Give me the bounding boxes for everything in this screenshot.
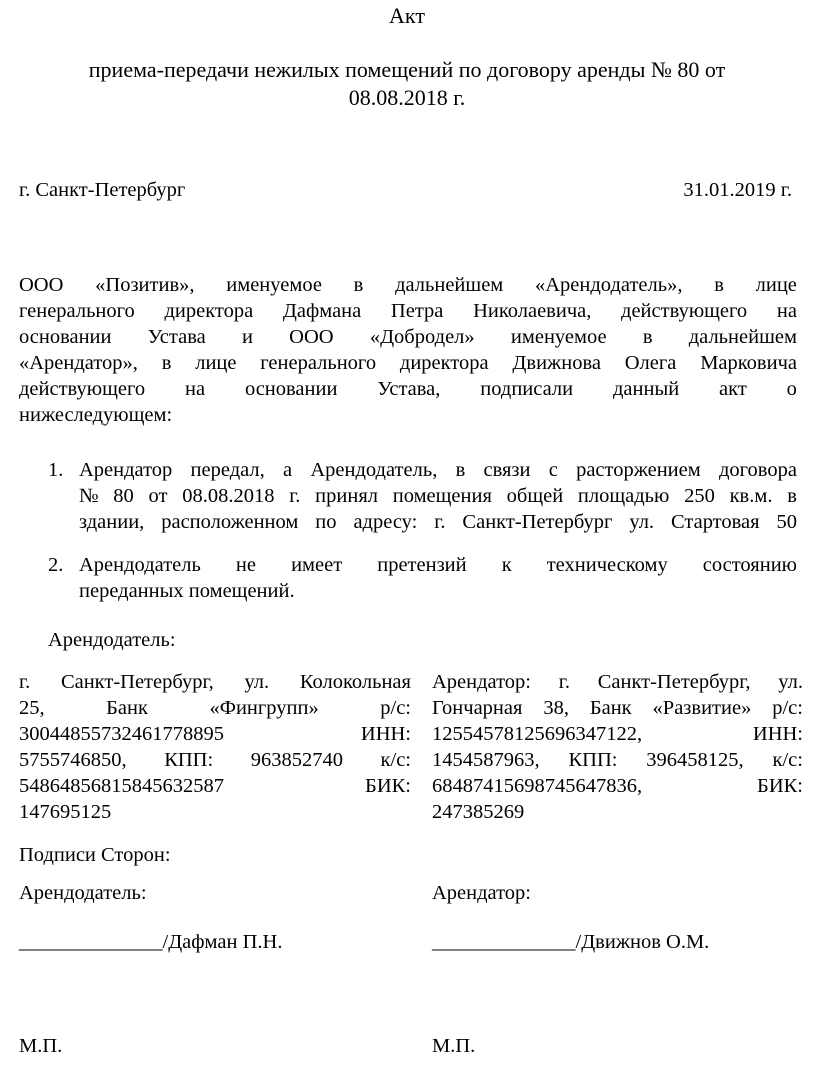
stamp-right: М.П.: [432, 1035, 476, 1057]
intro-line: нижеследующем:: [19, 404, 173, 426]
word: «Арендодатель»,: [535, 274, 683, 296]
word: принял: [315, 485, 378, 507]
word: основании: [244, 378, 338, 400]
word: Санкт-Петербург,: [597, 671, 751, 693]
word: ИНН:: [752, 723, 803, 745]
word: акт: [719, 378, 747, 400]
word: КПП:: [164, 749, 214, 771]
word: имеет: [291, 554, 343, 576]
word: именуемое: [226, 274, 322, 296]
word: в: [455, 459, 466, 481]
word: г.: [19, 671, 31, 693]
lessor-signature-line: ______________/Дафман П.Н.: [19, 931, 283, 953]
word: 250: [684, 485, 715, 507]
word: связи: [483, 459, 531, 481]
word: 963852740: [250, 749, 343, 771]
word: адресу:: [353, 511, 418, 533]
item-line: переданных помещений.: [79, 580, 295, 602]
word: ООО: [19, 274, 64, 296]
word: кв.м.: [729, 485, 773, 507]
intro-line: [19, 272, 797, 298]
word: лице: [195, 352, 237, 374]
word: Колокольная: [299, 671, 411, 693]
word: 38,: [543, 697, 569, 719]
word: от: [148, 485, 168, 507]
word: Дафмана: [282, 300, 362, 322]
stamp-left: М.П.: [19, 1035, 63, 1057]
word: 12554578125696347122,: [432, 723, 643, 745]
word: «Развитие»: [652, 697, 752, 719]
word: г.: [558, 671, 570, 693]
word: 25,: [19, 697, 45, 719]
word: директора: [164, 300, 254, 322]
intro-paragraph: [19, 272, 797, 428]
intro-line: [19, 298, 797, 324]
word: Банк: [589, 697, 632, 719]
word: к/с:: [380, 749, 411, 771]
item-number: 1.: [48, 459, 64, 481]
word: 80: [113, 485, 134, 507]
word: «Фингрупп»: [209, 697, 319, 719]
tenant-detail-line: [432, 773, 803, 799]
word: Арендодатель,: [310, 459, 438, 481]
word: к/с:: [772, 749, 803, 771]
word: Арендатор: [79, 459, 173, 481]
item-line: [79, 552, 797, 578]
word: в: [161, 352, 172, 374]
item-line: [79, 509, 797, 535]
word: дальнейшем: [395, 274, 504, 296]
word: 50: [776, 511, 797, 533]
word: генерального: [260, 352, 377, 374]
word: БИК:: [365, 775, 411, 797]
lessor-sign-label: Арендодатель:: [19, 882, 147, 904]
city: г. Санкт-Петербург: [19, 179, 186, 201]
lessor-detail-line: [19, 695, 411, 721]
word: г.: [434, 511, 446, 533]
tenant-signature-line: ______________/Движнов О.М.: [432, 931, 710, 953]
word: Арендатор:: [432, 671, 532, 693]
word: 1454587963,: [432, 749, 540, 771]
word: ул.: [244, 671, 270, 693]
word: подписали: [480, 378, 574, 400]
word: на: [185, 378, 206, 400]
word: общей: [506, 485, 564, 507]
word: «Добродел»: [369, 326, 475, 348]
signatures-heading: Подписи Сторон:: [19, 844, 171, 866]
word: договора: [718, 459, 797, 481]
intro-line: [19, 350, 797, 376]
word: данный: [612, 378, 680, 400]
word: директора: [399, 352, 489, 374]
word: Санкт-Петербург,: [60, 671, 214, 693]
word: БИК:: [757, 775, 803, 797]
word: претензий: [377, 554, 467, 576]
word: 68487415698745647836,: [432, 775, 643, 797]
word: «Позитив»,: [95, 274, 195, 296]
lessor-detail-line: [19, 773, 411, 799]
word: г.: [289, 485, 301, 507]
word: «Арендатор»,: [19, 352, 138, 374]
word: Стартовая: [670, 511, 760, 533]
word: в: [353, 274, 364, 296]
word: а: [283, 459, 293, 481]
tenant-detail-line: [432, 695, 803, 721]
word: Движнова: [512, 352, 601, 374]
word: основании: [19, 326, 112, 348]
word: ИНН:: [360, 723, 411, 745]
word: Гончарная: [432, 697, 523, 719]
tenant-detail-line: [432, 669, 803, 695]
word: Марковича: [700, 352, 797, 374]
lessor-details: [19, 669, 411, 825]
word: лице: [755, 274, 797, 296]
document-title: Акт: [389, 3, 425, 28]
word: расторжением: [576, 459, 701, 481]
word: ул.: [778, 671, 803, 693]
word: 54864856815845632587: [19, 775, 224, 797]
list-item: [79, 552, 797, 604]
lessor-detail-line: [19, 747, 411, 773]
word: помещения: [392, 485, 492, 507]
word: на: [776, 300, 797, 322]
word: техническому: [546, 554, 668, 576]
word: №: [79, 485, 99, 507]
word: в: [787, 485, 797, 507]
word: в: [714, 274, 724, 296]
word: передал,: [190, 459, 265, 481]
item-number: 2.: [48, 554, 64, 576]
tenant-detail-line: 247385269: [432, 801, 525, 823]
list-item: [79, 457, 797, 535]
word: 30044855732461778895: [19, 723, 224, 745]
item-line: [79, 483, 797, 509]
tenant-detail-line: [432, 721, 803, 747]
word: Банк: [106, 697, 148, 719]
item-line: [79, 457, 797, 483]
word: Арендодатель: [79, 554, 201, 576]
intro-line: [19, 376, 797, 402]
word: к: [501, 554, 512, 576]
lessor-detail-line: [19, 721, 411, 747]
word: именуемое: [510, 326, 607, 348]
document-subtitle-line2: 08.08.2018 г.: [348, 85, 466, 110]
word: здании,: [79, 511, 145, 533]
word: не: [235, 554, 256, 576]
word: по: [315, 511, 337, 533]
word: 08.08.2018: [182, 485, 275, 507]
word: расположенном: [161, 511, 299, 533]
word: 396458125,: [646, 749, 744, 771]
word: Олега: [624, 352, 677, 374]
word: р/с:: [380, 697, 411, 719]
word: площадью: [577, 485, 670, 507]
word: ООО: [289, 326, 334, 348]
word: дальнейшем: [688, 326, 797, 348]
lessor-detail-line: 147695125: [19, 801, 112, 823]
word: КПП:: [568, 749, 618, 771]
date: 31.01.2019 г.: [683, 179, 792, 201]
document-subtitle-line1: приема-передачи нежилых помещений по договору аренды № 80 от: [88, 57, 726, 82]
word: Устава,: [377, 378, 441, 400]
word: Петра: [390, 300, 444, 322]
word: Устава: [147, 326, 206, 348]
tenant-detail-line: [432, 747, 803, 773]
word: состоянию: [702, 554, 797, 576]
word: действующего: [19, 378, 146, 400]
word: о: [786, 378, 797, 400]
word: 5755746850,: [19, 749, 127, 771]
word: р/с:: [772, 697, 803, 719]
tenant-details: [432, 669, 803, 825]
word: действующего: [621, 300, 748, 322]
word: Санкт-Петербург: [462, 511, 613, 533]
intro-line: [19, 324, 797, 350]
word: и: [241, 326, 253, 348]
word: Николаевича,: [473, 300, 592, 322]
tenant-sign-label: Арендатор:: [432, 882, 532, 904]
lessor-detail-line: [19, 669, 411, 695]
word: с: [548, 459, 558, 481]
word: в: [642, 326, 653, 348]
lessor-heading: Арендодатель:: [48, 629, 176, 651]
word: ул.: [629, 511, 655, 533]
word: генерального: [19, 300, 135, 322]
